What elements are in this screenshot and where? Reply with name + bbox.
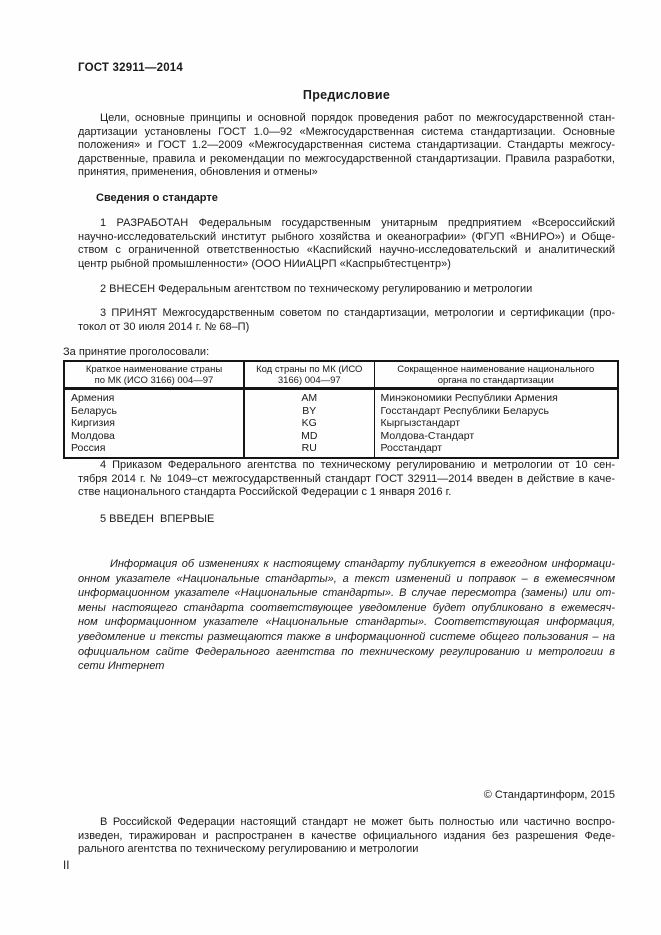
country-cell: Молдова xyxy=(64,430,244,443)
country-cell: Армения xyxy=(64,389,244,405)
text-line: научно-исследовательский институт рыбного хозяйства и океанографии» (ФГУП «ВНИРО») и Обще- xyxy=(78,230,615,243)
text-line: Краткое наименование страны xyxy=(85,364,223,375)
text-line: центр рыбной промышленности» (ООО НИиАЦРП «Каспрыбтестцентр») xyxy=(78,257,451,270)
vote-table-body xyxy=(64,389,618,458)
text-line: официальном сайте Федерального агентства по техническому регулированию и метрологии в xyxy=(78,645,615,658)
text-line: токол от 30 июля 2014 г. № 68–П) xyxy=(78,320,250,333)
section-heading: Сведения о стандарте xyxy=(96,192,218,204)
amendments-notice xyxy=(78,557,615,674)
table-row xyxy=(64,389,618,405)
copyright-line: © Стандартинформ, 2015 xyxy=(483,789,615,801)
org-cell: Минэкономики Республики Армения xyxy=(380,392,558,404)
text-line: дартизации установлены ГОСТ 1.0—92 «Межгосударственная система стандартизации. Основные xyxy=(78,125,615,138)
text-line: рального агентства по техническому регулированию и метрологии xyxy=(78,843,419,856)
table-row xyxy=(64,405,618,418)
text-line: Цели, основные принципы и основной порядок проведения работ по межгосударственной стан- xyxy=(100,112,615,124)
country-cell: Киргизия xyxy=(64,417,244,430)
text-line: дарственные, правила и рекомендации по межгосударственной стандартизации. Правила разработки, xyxy=(78,152,615,165)
reproduction-restriction xyxy=(78,816,615,857)
text-line: 3 ПРИНЯТ Межгосударственным советом по стандартизации, метрологии и сертификации (про- xyxy=(100,307,615,319)
table-header-row xyxy=(64,361,618,389)
text-line: положения» и ГОСТ 1.2—2009 «Межгосударственная система стандартизации. Стандарты межгосу- xyxy=(78,139,615,152)
text-line: 4 Приказом Федерального агентства по техническому регулированию и метрологии от 10 сен- xyxy=(100,459,615,471)
country-cell: Россия xyxy=(64,442,244,458)
clause-1-developed xyxy=(78,217,615,271)
page-title: Предисловие xyxy=(302,88,391,102)
text-line: изведен, тиражирован и распространен в качестве официального издания без разрешения Феде- xyxy=(78,829,615,842)
vote-table xyxy=(63,360,619,459)
text-line: принятия, применения, обновления и отмены» xyxy=(78,166,318,179)
code-cell: RU xyxy=(244,442,374,458)
code-cell: MD xyxy=(244,430,374,443)
doc-code: ГОСТ 32911—2014 xyxy=(78,62,183,74)
intro-paragraph xyxy=(78,112,615,180)
text-line: информационном указателе «Национальные стандарты». В случае пересмотра (замены) или от- xyxy=(78,587,615,600)
vote-label: За принятие проголосовали: xyxy=(63,346,210,358)
clause-2-submitted: 2 ВНЕСЕН Федеральным агентством по техническому регулированию и метрологии xyxy=(100,283,533,295)
text-line: стве национального стандарта Российской Федерации с 1 января 2016 г. xyxy=(78,486,452,499)
text-line: 1 РАЗРАБОТАН Федеральным государственным унитарным предприятием «Всероссийский xyxy=(100,217,615,229)
code-cell: BY xyxy=(244,405,374,418)
text-line: сети Интернет xyxy=(78,660,165,673)
table-row xyxy=(64,417,618,430)
text-line: В Российской Федерации настоящий стандарт не может быть полностью или частично воспро- xyxy=(100,816,615,828)
table-row xyxy=(64,430,618,443)
org-cell: Росстандарт xyxy=(380,442,443,454)
text-line: ством с ограниченной ответственностью «Каспийский научно-исследовательский и аналитический xyxy=(78,244,615,257)
clause-5-first-introduced: 5 ВВЕДЕН ВПЕРВЫЕ xyxy=(100,513,215,525)
text-line: мены настоящего стандарта соответствующее уведомление будет опубликовано в ежемесяч- xyxy=(78,601,615,614)
table-row xyxy=(64,442,618,458)
text-line: уведомление и тексты размещаются также в информационной системе общего пользования – на xyxy=(78,630,615,643)
text-line: онном указателе «Национальные стандарты», а текст изменений и поправок – в ежемесячном xyxy=(78,572,615,585)
clause-3-adopted xyxy=(78,307,615,334)
col-header-org xyxy=(374,361,618,389)
org-cell: Молдова-Стандарт xyxy=(380,429,475,442)
text-line: Сокращенное наименование национального xyxy=(397,364,595,375)
org-cell: Кыргызстандарт xyxy=(380,417,461,429)
col-header-country xyxy=(64,361,244,389)
text-line: Код страны по МК (ИСО xyxy=(256,364,363,375)
text-line: ном информационном указателе «Национальные стандарты». Соответствующая информация, xyxy=(78,616,615,629)
code-cell: KG xyxy=(244,417,374,430)
clause-4-order xyxy=(78,459,615,500)
col-header-code xyxy=(244,361,374,389)
code-cell: AM xyxy=(244,389,374,405)
text-line: органа по стандартизации xyxy=(437,375,554,386)
text-line: тября 2014 г. № 1049–ст межгосударственный стандарт ГОСТ 32911—2014 введен в действие в каче- xyxy=(78,472,615,485)
text-line: по МК (ИСО 3166) 004—97 xyxy=(94,375,214,386)
page-number: II xyxy=(63,860,70,872)
text-line: Информация об изменениях к настоящему стандарту публикуется в ежегодном информаци- xyxy=(110,558,615,570)
org-cell: Госстандарт Республики Беларусь xyxy=(380,404,549,417)
country-cell: Беларусь xyxy=(64,405,244,418)
text-line: 3166) 004—97 xyxy=(277,375,341,386)
